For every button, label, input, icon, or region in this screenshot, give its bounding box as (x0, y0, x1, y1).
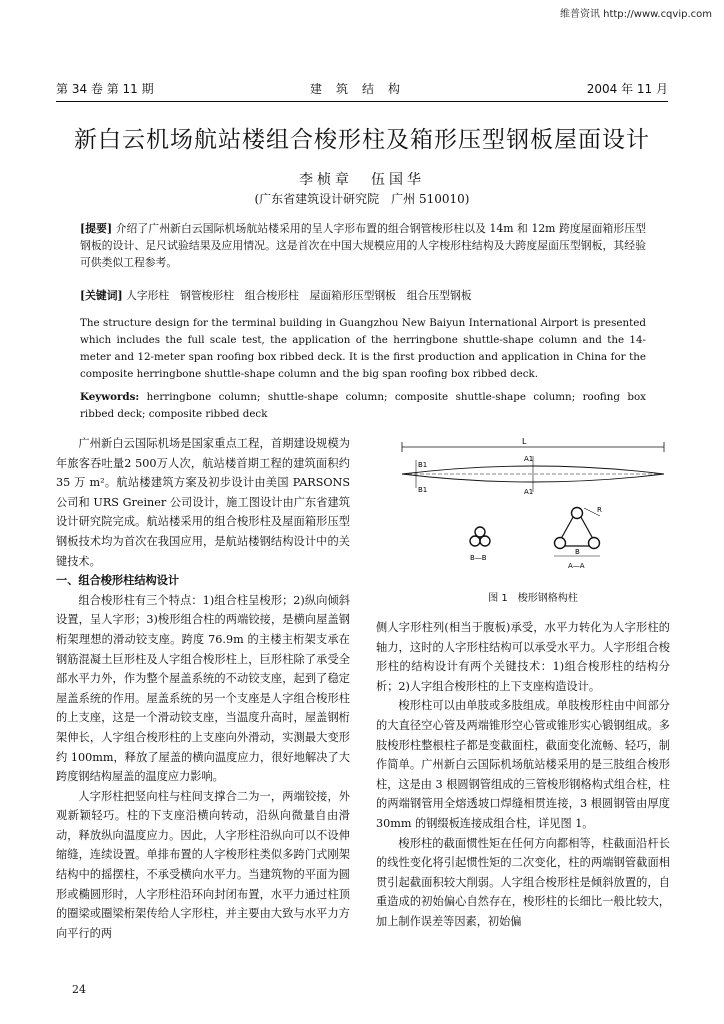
paper-authors: 李桢章 伍国华 (299, 172, 425, 188)
paragraph-inertia: 梭形柱的截面惯性矩在任何方向都相等，柱截面沿杆长的线性变化将引起惯性矩的二次变化，柱的两端钢管截面相贯引起截面积较大削弱。人字组合梭形柱是倾斜放置的，自重造成的初始偏心自然存在，梭形柱的长细比一般比较大，加上制作误差等因素，初始偏 (376, 836, 670, 928)
label-R: R (597, 506, 602, 514)
label-section-AA: A—A (568, 562, 585, 570)
keywords-chinese (80, 287, 646, 304)
journal-name: 建筑结构 (309, 82, 414, 96)
abstract-text: 介绍了广州新白云国际机场航站楼采用的呈人字形布置的组合钢管梭形柱以及 14m 和 12m 跨度屋面箱形压型钢板的设计、足尺试验结果及应用情况。这是首次在中国大规模应用的人字梭形柱结构及大跨度屋面压型钢板，其经验可供类似工程参考。 (80, 222, 646, 269)
author-affiliation: (广东省建筑设计研究院 广州 510010) (254, 192, 470, 206)
journal-date: 2004 年 11 月 (586, 82, 668, 96)
section-bb-tube-1 (475, 527, 485, 537)
section-aa-tube-right (589, 538, 600, 549)
header-rule (56, 101, 668, 102)
label-B1-bottom: B1 (418, 486, 428, 494)
paragraph-shuttle-types: 梭形柱可以由单肢或多肢组成。单肢梭形柱由中间部分的大直径空心管及两端锥形空心管或锥形实心锻钢组成。多肢梭形柱整根柱子都是变截面柱，截面变化流畅、轻巧，制作简单。广州新白云国际机场航站楼采用的是三肢组合梭形柱，这是由 3 根圆钢管组成的三管梭形钢格构式组合柱，柱的两端钢管用全熔透坡口焊缝相贯连接，3 根圆钢管由厚度 30mm 的钢缀板连接成组合柱，详见图 1。 (376, 699, 670, 830)
abstract-english: The structure design for the terminal building in Guangzhou New Baiyun International Airport is presented which includes the full scale test, the application of the herringbone shuttle-shape column and the 14-meter and 12-meter span roofing box ribbed deck. It is the first production and application in China for the composite herringbone shuttle-shape column and the big span roofing box ribbed deck. (80, 317, 646, 380)
paragraph-horizontal-force: 侧人字形柱列(相当于腹板)承受，水平力转化为人字形柱的轴力，这时的人字形柱结构可以承受水平力。人字形组合梭形柱的结构设计有两个关键技术：1)组合梭形柱的结构分析；2)人字组合梭形柱的上下支座构造设计。 (376, 621, 670, 693)
label-section-BB: B—B (470, 554, 487, 562)
body-left-column (56, 434, 350, 943)
label-B1-top: B1 (418, 461, 428, 469)
keywords-label: [关键词] (80, 289, 123, 302)
abstract-label: [提要] (80, 222, 113, 235)
body-right-column (376, 618, 670, 932)
label-A1-bottom: A1 (524, 488, 534, 496)
paragraph-features: 组合梭形柱有三个特点：1)组合柱呈梭形；2)纵向倾斜设置，呈人字形；3)梭形组合柱的两端铰接，是横向屋盖钢桁架理想的滑动铰支座。跨度 76.9m 的主楼主桁架支承在钢筋混凝土巨形柱及人字组合梭形柱上，巨形柱除了承受全部水平力外，作为整个屋盖系统的不动铰支座，起到了稳定屋盖系统的作用。屋盖系统的另一个支座是人字组合梭形柱的上支座，这是一个滑动铰支座，当温度升高时，屋盖钢桁架伸长，人字组合梭形柱的上支座向外滑动，实测最大变形约 100mm，释放了屋盖的横向温度应力，很好地解决了大跨度钢结构屋盖的温度应力影响。 (56, 593, 350, 784)
paragraph-intro: 广州新白云国际机场是国家重点工程，首期建设规模为年旅客吞吐量2 500万人次，航站楼首期工程的建筑面积约 35 万 m²。航站楼建筑方案及初步设计由美国 PARSONS 公司和 URS Greiner 公司设计，施工图设计由广东省建筑设计研究院完成。航站楼采用的组合梭形柱及屋面箱形压型钢板技术均为首次在我国应用，是航站楼钢结构设计中的关键技术。 (56, 437, 350, 568)
paper-title: 新白云机场航站楼组合梭形柱及箱形压型钢板屋面设计 (74, 127, 650, 153)
label-L: L (522, 437, 527, 446)
section-bb-tube-3 (480, 536, 490, 546)
keywords-text: 人字形柱 钢管梭形柱 组合梭形柱 屋面箱形压型钢板 组合压型钢板 (126, 289, 472, 302)
journal-volume: 第 34 卷 第 11 期 (56, 82, 154, 96)
keywords-en-label: Keywords: (80, 391, 140, 403)
figure-caption: 图 1 梭形钢格构柱 (488, 593, 578, 604)
figure-shuttle-column (392, 434, 674, 584)
watermark: 维普资讯 http://www.cqvip.com (559, 9, 712, 20)
label-A1-top: A1 (524, 455, 534, 463)
abstract-chinese (80, 220, 646, 271)
paragraph-herringbone: 人字形柱把竖向柱与柱间支撑合二为一，两端铰接，外观新颖轻巧。柱的下支座沿横向转动，沿纵向微量自由滑动，释放纵向温度应力。因此，人字形柱沿纵向可以不设伸缩缝，连续设置。单排布置的人字梭形柱类似多跨门式刚架结构中的摇摆柱，不承受横向水平力。当建筑物的平面为圆形或椭圆形时，人字形柱沿环向封闭布置，水平力通过柱顶的圈梁或圈梁桁架传给人字形柱，并主要由大致与水平力方向平行的两 (56, 789, 350, 940)
keywords-en-text: herringbone column; shuttle-shape column; composite shuttle-shape column; roofing box ribbed deck; composite ribbed deck (80, 391, 646, 420)
section-aa-tube-top (572, 508, 583, 519)
page-number: 24 (72, 983, 86, 996)
section-aa-tube-left (555, 538, 566, 549)
keywords-english (80, 389, 646, 423)
label-B: B (575, 548, 580, 556)
section-bb-tube-2 (470, 536, 480, 546)
section-heading-1: 一、组合梭形柱结构设计 (56, 573, 180, 588)
